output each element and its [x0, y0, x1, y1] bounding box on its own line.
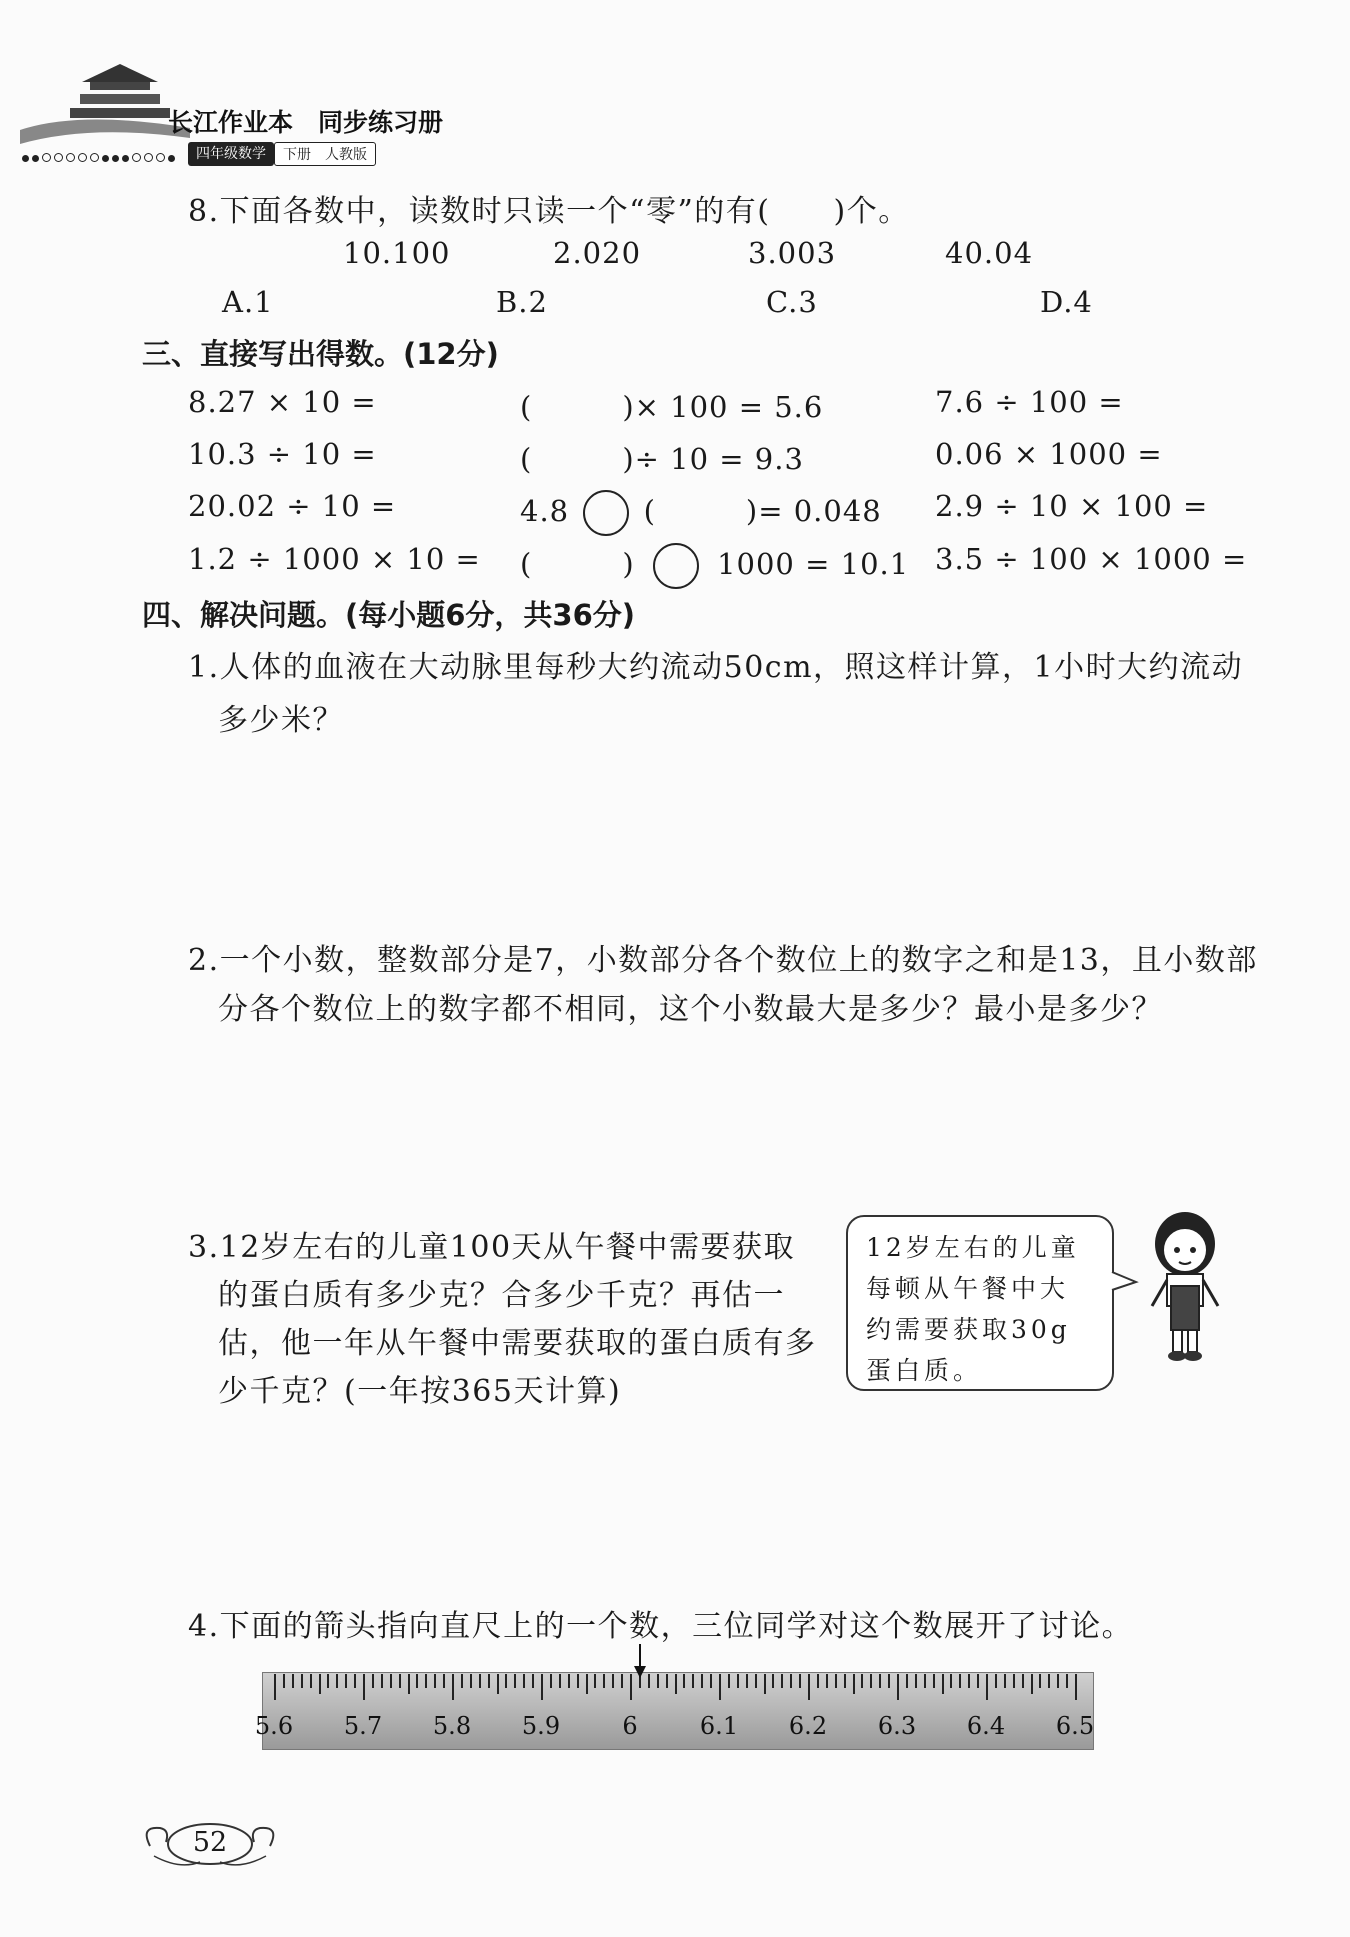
ruler-tick: [390, 1674, 392, 1688]
page-number-ornament: [140, 1816, 280, 1870]
ruler-tick: [861, 1674, 863, 1688]
ruler-tick: [327, 1674, 329, 1688]
ruler-tick: [950, 1674, 952, 1688]
girl-illustration: [1140, 1208, 1230, 1368]
ruler-tick: [710, 1674, 712, 1688]
ruler-tick: [977, 1674, 979, 1688]
ruler-tick: [826, 1674, 828, 1688]
ruler-tick: [1075, 1674, 1077, 1700]
calc-2-4-a: ( ): [520, 547, 635, 581]
problem-3-line2: 的蛋白质有多少克？合多少千克？再估一: [218, 1278, 785, 1313]
ruler-label: 6: [622, 1712, 638, 1740]
ruler-tick: [621, 1674, 623, 1688]
calc-3-4: 3.5 ÷ 100 × 1000 =: [935, 542, 1248, 576]
q8-option-c: C.3: [766, 285, 818, 319]
ruler-tick: [274, 1674, 276, 1700]
problem-2-line1: 2.一个小数，整数部分是7，小数部分各个数位上的数字之和是13，且小数部: [188, 943, 1258, 978]
q8-option-d: D.4: [1040, 285, 1093, 319]
ruler-tick: [879, 1674, 881, 1688]
ruler-tick: [781, 1674, 783, 1688]
ruler-tick: [924, 1674, 926, 1688]
calc-2-3: [520, 489, 882, 536]
ruler-tick: [354, 1674, 356, 1688]
ruler-tick: [1031, 1674, 1033, 1694]
calc-2-1: ( )× 100 = 5.6: [520, 390, 824, 424]
ruler-tick: [959, 1674, 961, 1688]
speech-bubble: [846, 1215, 1114, 1391]
header-dots: [22, 147, 178, 166]
ruler-tick: [461, 1674, 463, 1688]
bubble-line-4: 蛋白质。: [866, 1356, 983, 1385]
ruler-tick: [559, 1674, 561, 1688]
ruler-tick: [844, 1674, 846, 1688]
ruler-label: 6.1: [699, 1712, 739, 1740]
problem-3-line1: 3.12岁左右的儿童100天从午餐中需要获取: [188, 1230, 796, 1265]
bubble-line-1: 12岁左右的儿童: [866, 1233, 1080, 1262]
ruler-tick: [372, 1674, 374, 1688]
ruler-tick: [505, 1674, 507, 1688]
ruler-tick: [568, 1674, 570, 1688]
calc-1-1: 8.27 × 10 =: [188, 385, 377, 419]
ruler-tick: [683, 1674, 685, 1688]
calc-3-3: 2.9 ÷ 10 × 100 =: [935, 489, 1209, 523]
ruler-tick: [986, 1674, 988, 1700]
ruler-tick: [666, 1674, 668, 1688]
ruler-tick: [479, 1674, 481, 1688]
problem-2-line2: 分各个数位上的数字都不相同，这个小数最大是多少？最小是多少？: [218, 992, 1163, 1027]
ruler-tick: [888, 1674, 890, 1688]
ruler-tick: [1022, 1674, 1024, 1688]
ruler-tick: [897, 1674, 899, 1700]
problem-1-line2: 多少米？: [218, 703, 344, 738]
ruler-label: 6.3: [877, 1712, 917, 1740]
ruler-tick: [799, 1674, 801, 1688]
header-bar: [188, 142, 376, 166]
ruler-tick: [906, 1674, 908, 1688]
problem-3-line3: 估，他一年从午餐中需要获取的蛋白质有多: [218, 1326, 817, 1361]
calc-1-3: 20.02 ÷ 10 =: [188, 489, 397, 523]
ruler-tick: [1066, 1674, 1068, 1688]
ruler-tick: [1048, 1674, 1050, 1688]
ruler-tick: [737, 1674, 739, 1688]
section4-title: 四、解决问题。(每小题6分，共36分): [142, 598, 636, 632]
calc-2-3-b: ( )= 0.048: [643, 494, 882, 528]
blank-circle[interactable]: [653, 543, 699, 589]
ruler-label: 6.2: [788, 1712, 828, 1740]
bubble-tail: [1110, 1268, 1140, 1298]
header-logo: [20, 60, 190, 150]
ruler-label: 6.5: [1055, 1712, 1095, 1740]
header-subtitle: 四年级数学: [188, 142, 274, 166]
ruler-tick: [488, 1674, 490, 1688]
ruler-tick: [408, 1674, 410, 1694]
q8-option-b: B.2: [496, 285, 548, 319]
calc-2-4-b: 1000 = 10.1: [717, 547, 910, 581]
ruler-tick: [968, 1674, 970, 1688]
calc-2-4: [520, 542, 909, 589]
ruler-tick: [942, 1674, 944, 1694]
ruler-tick: [835, 1674, 837, 1688]
ruler-tick: [603, 1674, 605, 1688]
ruler-tick: [586, 1674, 588, 1694]
ruler-tick: [443, 1674, 445, 1688]
ruler-tick: [995, 1674, 997, 1688]
ruler-tick: [790, 1674, 792, 1688]
arrow-icon: [630, 1644, 650, 1680]
q8-number-3: 3.003: [748, 236, 837, 270]
ruler-tick: [817, 1674, 819, 1688]
ruler-tick: [381, 1674, 383, 1688]
ruler-tick: [363, 1674, 365, 1700]
section3-title: 三、直接写出得数。(12分): [142, 337, 499, 371]
ruler-tick: [1039, 1674, 1041, 1688]
ruler-tick: [870, 1674, 872, 1688]
ruler-tick: [612, 1674, 614, 1688]
ruler-tick: [764, 1674, 766, 1694]
ruler-tick: [577, 1674, 579, 1688]
calc-3-1: 7.6 ÷ 100 =: [935, 385, 1124, 419]
ruler-tick: [470, 1674, 472, 1688]
ruler: [254, 1672, 1095, 1750]
ruler-tick: [728, 1674, 730, 1688]
problem-1-line1: 1.人体的血液在大动脉里每秒大约流动50cm，照这样计算，1小时大约流动: [188, 650, 1244, 685]
ruler-label: 5.7: [343, 1712, 383, 1740]
ruler-tick: [1013, 1674, 1015, 1688]
problem-4-line1: 4.下面的箭头指向直尺上的一个数，三位同学对这个数展开了讨论。: [188, 1609, 1134, 1644]
ruler-tick: [292, 1674, 294, 1688]
ruler-tick: [434, 1674, 436, 1688]
ruler-tick: [416, 1674, 418, 1688]
ruler-tick: [310, 1674, 312, 1688]
calc-1-2: 10.3 ÷ 10 =: [188, 437, 377, 471]
ruler-tick: [675, 1674, 677, 1694]
ruler-tick: [692, 1674, 694, 1688]
ruler-tick: [345, 1674, 347, 1688]
page-number: 52: [192, 1827, 228, 1858]
ruler-label: 5.9: [521, 1712, 561, 1740]
ruler-tick: [541, 1674, 543, 1700]
ruler-tick: [594, 1674, 596, 1688]
ruler-tick: [853, 1674, 855, 1694]
ruler-tick: [336, 1674, 338, 1688]
ruler-tick: [719, 1674, 721, 1700]
ruler-tick: [1057, 1674, 1059, 1688]
ruler-tick: [915, 1674, 917, 1688]
ruler-tick: [532, 1674, 534, 1688]
calc-2-3-a: 4.8: [520, 494, 570, 528]
q8-number-1: 10.100: [343, 236, 451, 270]
q8-number-4: 40.04: [945, 236, 1034, 270]
ruler-tick: [772, 1674, 774, 1688]
ruler-tick: [514, 1674, 516, 1688]
ruler-label: 6.4: [966, 1712, 1006, 1740]
calc-1-4: 1.2 ÷ 1000 × 10 =: [188, 542, 481, 576]
q8-option-a: A.1: [222, 285, 274, 319]
blank-circle[interactable]: [583, 490, 629, 536]
ruler-tick: [452, 1674, 454, 1700]
ruler-tick: [550, 1674, 552, 1688]
bubble-line-2: 每顿从午餐中大: [866, 1274, 1070, 1303]
q8-number-2: 2.020: [553, 236, 642, 270]
ruler-tick: [701, 1674, 703, 1688]
header-title: 长江作业本 同步练习册: [168, 108, 444, 137]
ruler-label: 5.8: [432, 1712, 472, 1740]
ruler-tick: [497, 1674, 499, 1694]
ruler-tick: [283, 1674, 285, 1688]
ruler-tick: [933, 1674, 935, 1688]
header-volume: 下册 人教版: [274, 142, 376, 166]
q8-text: 8.下面各数中，读数时只读一个“零”的有( )个。: [188, 194, 910, 229]
calc-3-2: 0.06 × 1000 =: [935, 437, 1163, 471]
ruler-tick: [755, 1674, 757, 1688]
problem-3-line4: 少千克？(一年按365天计算): [218, 1374, 622, 1409]
bubble-line-3: 约需要获取30g: [866, 1315, 1071, 1344]
ruler-tick: [319, 1674, 321, 1694]
ruler-label: 5.6: [254, 1712, 294, 1740]
ruler-tick: [746, 1674, 748, 1688]
ruler-tick: [523, 1674, 525, 1688]
ruler-tick: [301, 1674, 303, 1688]
calc-2-2: ( )÷ 10 = 9.3: [520, 442, 804, 476]
ruler-tick: [808, 1674, 810, 1700]
ruler-tick: [1004, 1674, 1006, 1688]
ruler-tick: [657, 1674, 659, 1688]
ruler-tick: [425, 1674, 427, 1688]
ruler-tick: [399, 1674, 401, 1688]
